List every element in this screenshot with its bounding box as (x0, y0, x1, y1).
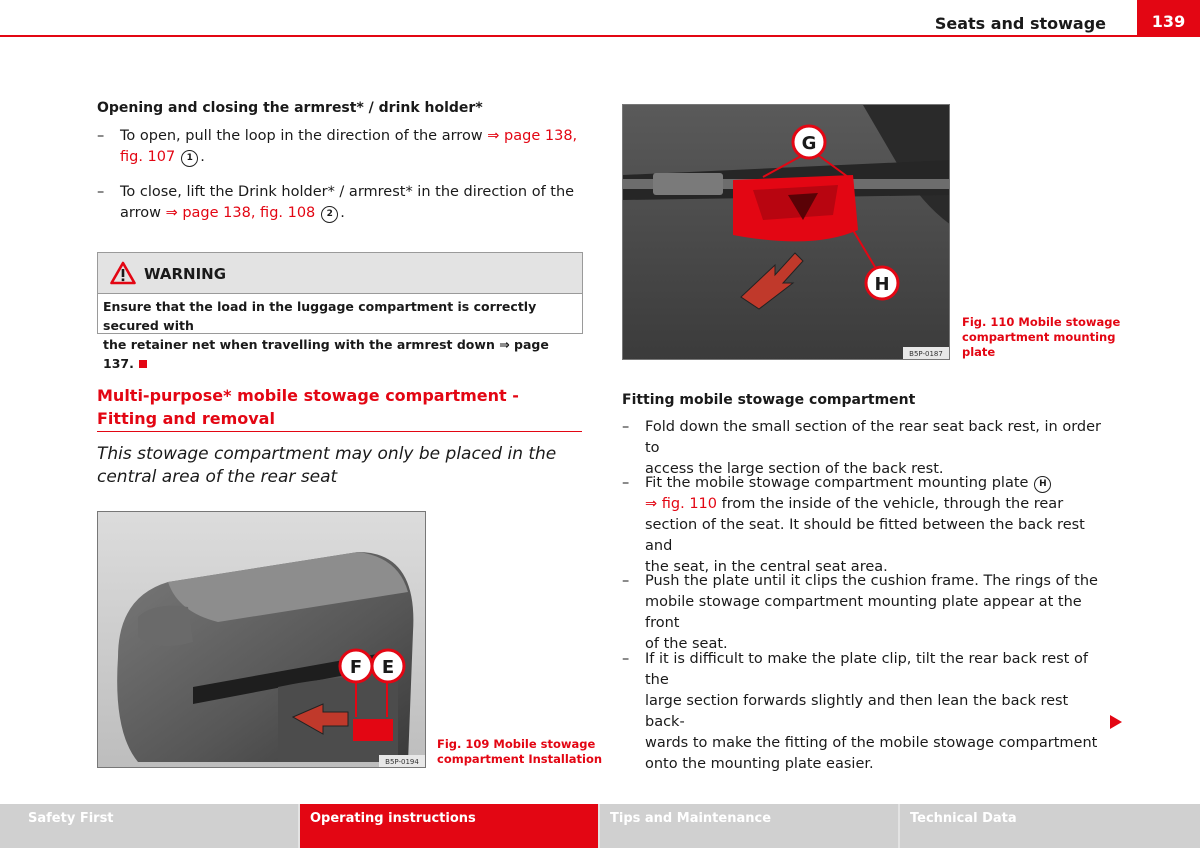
page-header-title: Seats and stowage (934, 14, 1106, 33)
list-item: – Push the plate until it clips the cushion frame. The rings of the mobile stowage compartment mounting plate appear at the front of the seat. (622, 573, 1098, 652)
figure-110-caption: Fig. 110 Mobile stowage compartment mounting plate (962, 315, 1121, 359)
section-title: Multi-purpose* mobile stowage compartment - Fitting and removal (97, 386, 519, 428)
list-item: – Fit the mobile stowage compartment mounting plate H ⇒ fig. 110 from the inside of the vehicle, through the rear section of the seat. It should be fitted between the back rest and the seat, in the central seat area. (622, 475, 1085, 575)
figure-code: B5P-0194 (385, 758, 419, 766)
callout-2: 2 (321, 206, 338, 223)
armrest-illustration (98, 512, 426, 768)
figure-109-caption: Fig. 109 Mobile stowage compartment Installation (437, 737, 603, 766)
figure-110-image (622, 104, 950, 360)
warning-icon (110, 261, 136, 285)
warning-text: Ensure that the load in the luggage compartment is correctly secured with the retainer net when travelling with the armrest down ⇒ page 137. (103, 299, 549, 371)
list-item: – To close, lift the Drink holder* / armrest* in the direction of the arrow ⇒ page 138, fig. 108 2 . (97, 184, 575, 221)
page-number: 139 (1137, 0, 1200, 36)
callout-g: G (801, 133, 817, 154)
list-item: – To open, pull the loop in the direction of the arrow ⇒ page 138, fig. 107 1 . (97, 128, 578, 165)
figure-109-image (97, 511, 426, 768)
page-link[interactable]: ⇒ page 137. (103, 337, 549, 371)
figure-link[interactable]: ⇒ fig. 110 (645, 496, 717, 512)
callout-e: E (381, 657, 395, 678)
list-item: – Fold down the small section of the rear seat back rest, in order to access the large section of the back rest. (622, 419, 1101, 477)
header-rule (0, 35, 1200, 37)
footer-tab-operating-instructions[interactable]: Operating instructions (300, 804, 598, 848)
figure-code: B5P-0187 (909, 350, 943, 358)
callout-1: 1 (181, 150, 198, 167)
heading-fitting: Fitting mobile stowage compartment (622, 392, 916, 408)
page-link[interactable]: ⇒ page 138, fig. 108 (165, 205, 316, 221)
footer-tab-technical-data[interactable]: Technical Data (900, 804, 1200, 848)
section-lead: This stowage compartment may only be placed in the central area of the rear seat (97, 444, 557, 487)
list-item: – If it is difficult to make the plate clip, tilt the rear back rest of the large section forwards slightly and then lean the back rest back- wards to make the fitting of the mobile stowage compartment onto the mounting plate easier. (622, 651, 1098, 772)
figure-link[interactable]: fig. 107 (120, 149, 176, 165)
footer-tab-safety-first[interactable]: Safety First (0, 804, 298, 848)
callout-h: H (1034, 476, 1051, 493)
section-rule (97, 431, 582, 432)
footer-tab-tips-and-maintenance[interactable]: Tips and Maintenance (600, 804, 898, 848)
page-link[interactable]: ⇒ page 138, (487, 128, 578, 144)
warning-header (98, 253, 582, 294)
warning-box (97, 252, 583, 371)
continue-arrow-icon[interactable] (1109, 714, 1123, 730)
callout-h: H (874, 274, 890, 295)
end-marker-icon (139, 360, 147, 368)
mounting-plate-illustration (623, 105, 950, 360)
warning-title: WARNING (144, 265, 227, 283)
callout-f: F (349, 657, 363, 678)
heading-armrest: Opening and closing the armrest* / drink holder* (97, 100, 483, 116)
